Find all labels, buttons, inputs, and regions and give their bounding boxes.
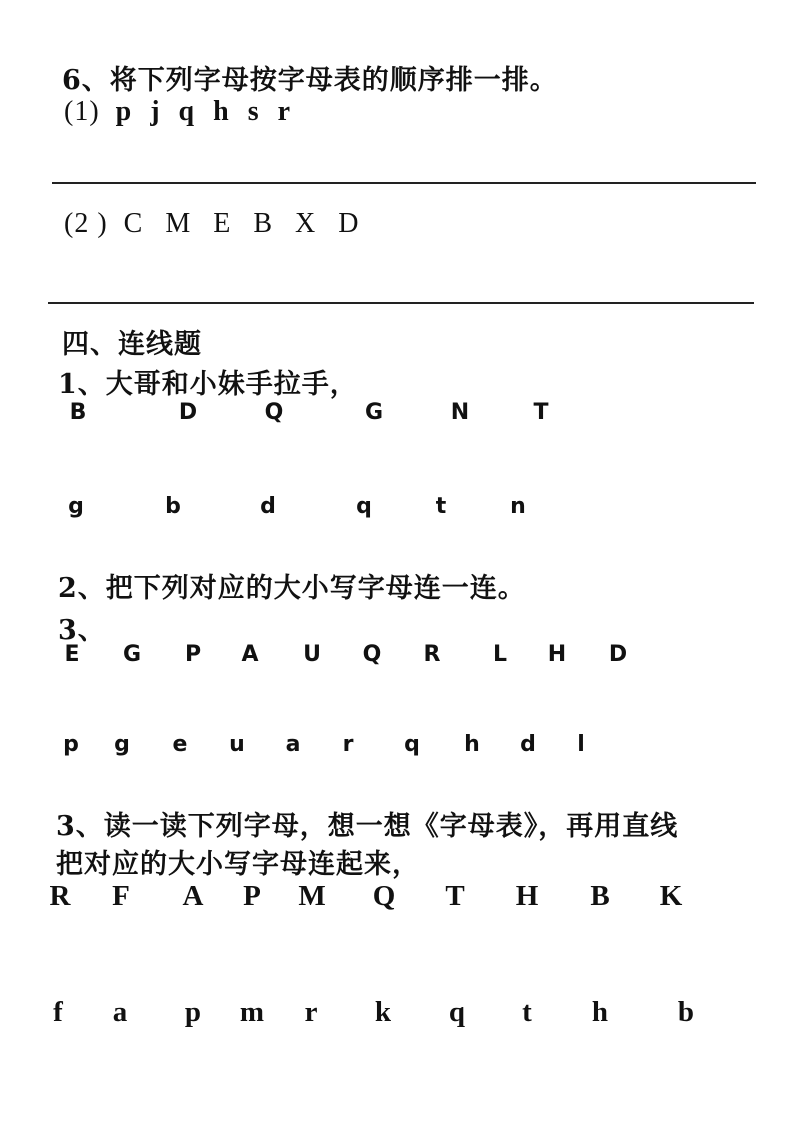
q3a-upper-letter-3: A	[241, 642, 259, 667]
q3a-lower-letter-5: r	[342, 732, 354, 757]
q3b-lower-letter-2: p	[184, 996, 202, 1028]
q3b-upper-letter-7: H	[515, 880, 539, 912]
q1-lower-letter-0: g	[68, 494, 84, 519]
q3a-upper-letter-6: R	[423, 642, 441, 667]
q3b-lower-letter-3: m	[239, 996, 265, 1028]
q3a-lowercase-row	[0, 732, 800, 772]
q3a-lower-letter-6: q	[404, 732, 420, 757]
answer-line-1	[52, 182, 756, 184]
q3b-lower-letter-1: a	[112, 996, 128, 1028]
q1-upper-letter-4: N	[450, 400, 470, 425]
q3b-lower-letter-7: t	[522, 996, 532, 1028]
q3b-upper-letter-3: P	[243, 880, 261, 912]
q3a-upper-letter-2: P	[184, 642, 202, 667]
q3b-prompt-line2: 把对应的大小写字母连起来，	[56, 849, 420, 880]
q3a-upper-letter-7: L	[492, 642, 508, 667]
q1-upper-letter-1: D	[178, 400, 198, 425]
q3a-upper-letter-1: G	[122, 642, 142, 667]
q6-title: 6、将下列字母按字母表的顺序排一排。	[62, 65, 558, 96]
q6-part2-label: (2 )	[64, 208, 108, 239]
section4-title: 四、连线题	[62, 329, 202, 360]
q3a-upper-letter-0: E	[64, 642, 80, 667]
q3b-lower-letter-8: h	[591, 996, 609, 1028]
q3b-upper-letter-0: R	[49, 880, 71, 912]
q1-prompt: 1、大哥和小妹手拉手，	[58, 369, 358, 400]
q3b-upper-letter-6: T	[445, 880, 465, 912]
q3a-lower-letter-9: l	[577, 732, 585, 757]
q6-part1	[64, 96, 296, 128]
q3b-upper-letter-8: B	[590, 880, 610, 912]
q1-lower-letter-4: t	[435, 494, 447, 519]
q3b-lower-letter-9: b	[677, 996, 695, 1028]
q2-prompt: 2、把下列对应的大小写字母连一连。	[58, 573, 526, 604]
q3b-lower-letter-5: k	[374, 996, 392, 1028]
q3a-upper-letter-5: Q	[362, 642, 382, 667]
q3a-upper-letter-4: U	[303, 642, 321, 667]
q3a-lower-letter-1: g	[114, 732, 130, 757]
answer-line-2	[48, 302, 754, 304]
q3a-uppercase-row	[0, 642, 800, 682]
q1-uppercase-row	[0, 400, 800, 440]
q3b-lowercase-row	[0, 996, 800, 1036]
q1-upper-letter-3: G	[364, 400, 384, 425]
q3b-upper-letter-2: A	[182, 880, 204, 912]
q3b-upper-letter-4: M	[298, 880, 326, 912]
q1-lower-letter-2: d	[260, 494, 276, 519]
q3a-prompt: 3、	[58, 615, 106, 646]
q1-lowercase-row	[0, 494, 800, 534]
q3b-lower-letter-0: f	[53, 996, 63, 1028]
q3b-upper-letter-5: Q	[372, 880, 396, 912]
q3a-lower-letter-2: e	[172, 732, 188, 757]
q3b-lower-letter-6: q	[448, 996, 466, 1028]
q3b-upper-letter-1: F	[112, 880, 130, 912]
q3a-lower-letter-0: p	[63, 732, 79, 757]
q1-lower-letter-3: q	[356, 494, 372, 519]
q3a-upper-letter-8: H	[547, 642, 567, 667]
q6-part2	[64, 208, 366, 240]
q3a-lower-letter-8: d	[520, 732, 536, 757]
q3b-upper-letter-9: K	[659, 880, 683, 912]
q6-part2-letters: C M E B X D	[123, 208, 367, 239]
q6-part1-letters: p j q h s r	[115, 96, 297, 127]
q1-upper-letter-2: Q	[264, 400, 284, 425]
q3a-lower-letter-7: h	[464, 732, 480, 757]
q6-part1-label: (1)	[64, 96, 100, 127]
q1-lower-letter-1: b	[165, 494, 181, 519]
q3b-uppercase-row	[0, 880, 800, 920]
q3a-lower-letter-3: u	[229, 732, 245, 757]
q3b-lower-letter-4: r	[304, 996, 318, 1028]
q3a-upper-letter-9: D	[608, 642, 628, 667]
q1-lower-letter-5: n	[510, 494, 526, 519]
q3b-prompt-line1: 3、读一读下列字母，想一想《字母表》，再用直线	[56, 811, 679, 842]
q1-upper-letter-0: B	[69, 400, 87, 425]
q1-upper-letter-5: T	[533, 400, 549, 425]
q3a-lower-letter-4: a	[285, 732, 301, 757]
